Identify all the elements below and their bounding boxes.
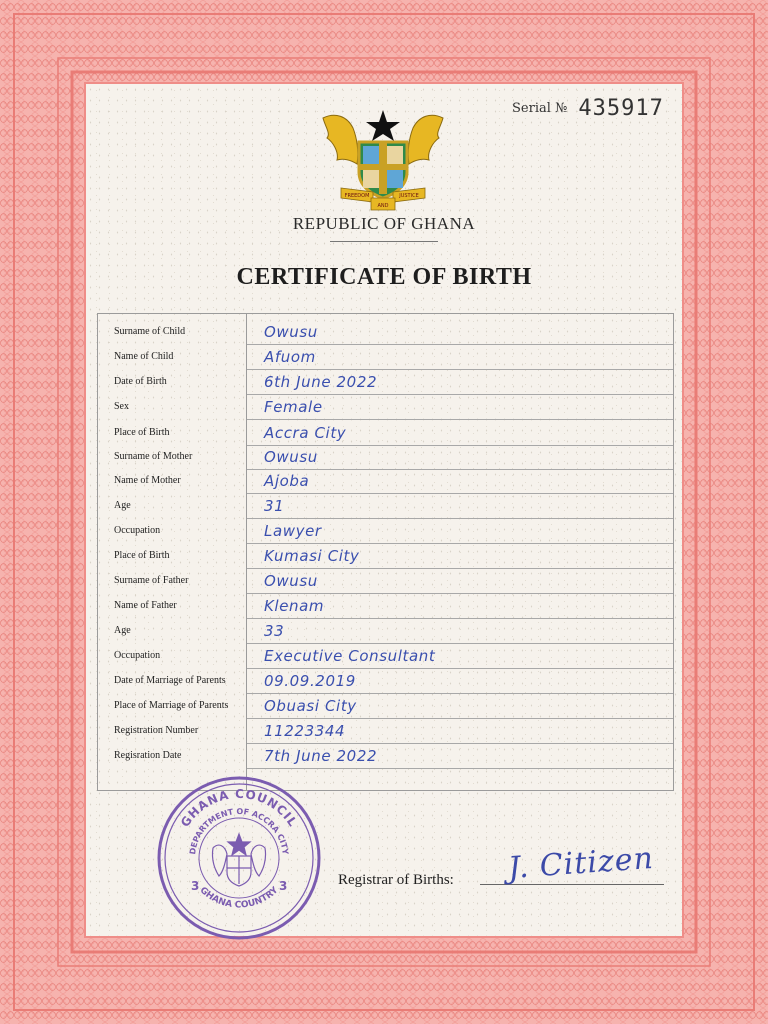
table-row: [98, 370, 673, 395]
motto-middle: AND: [377, 203, 389, 209]
table-row: [98, 469, 673, 494]
certificate-title: CERTIFICATE OF BIRTH: [236, 264, 532, 290]
row-value: Executive Consultant: [264, 647, 436, 665]
row-label: Age: [114, 625, 131, 636]
table-row: [98, 395, 673, 420]
registrar-signature: J. Citizen: [506, 840, 655, 887]
official-seal-stamp: [153, 772, 325, 944]
serial-label: Serial №: [512, 101, 568, 116]
row-label: Date of Birth: [114, 376, 167, 387]
row-value: Lawyer: [264, 522, 322, 540]
row-value: 7th June 2022: [264, 747, 378, 765]
table-row: [98, 594, 673, 619]
row-value: Klenam: [264, 597, 325, 615]
table-row: [98, 421, 673, 446]
seal-emblem-icon: [212, 834, 265, 886]
row-label: Registration Number: [114, 725, 199, 736]
table-row: [98, 619, 673, 644]
table-row: [98, 445, 673, 470]
row-value: 31: [264, 497, 285, 515]
heading-divider: [330, 241, 438, 242]
table-row: [98, 719, 673, 744]
row-value: Obuasi City: [264, 697, 357, 715]
row-label: Surname of Mother: [114, 451, 193, 462]
row-value: Owusu: [264, 323, 318, 341]
row-label: Place of Birth: [114, 550, 170, 561]
row-value: 09.09.2019: [264, 672, 356, 690]
seal-top-text: GHANA COUNCIL: [177, 786, 301, 830]
ghana-coat-of-arms-icon: [317, 102, 449, 214]
registration-details-table: [97, 313, 674, 791]
row-value: Female: [264, 398, 323, 416]
row-label: Occupation: [114, 525, 161, 536]
row-label: Age: [114, 500, 131, 511]
row-label: Name of Child: [114, 351, 174, 362]
row-value: Accra City: [264, 424, 347, 442]
seal-right-number: 3: [279, 879, 288, 893]
seal-left-number: 3: [191, 879, 200, 893]
serial-number: [512, 96, 664, 121]
table-row: [98, 494, 673, 519]
row-value: 6th June 2022: [264, 373, 378, 391]
serial-value: 435917: [578, 96, 664, 121]
table-row: [98, 669, 673, 694]
row-value: Owusu: [264, 448, 318, 466]
table-row: [98, 644, 673, 669]
table-row: [98, 544, 673, 569]
table-row: [98, 694, 673, 719]
table-row: [98, 569, 673, 594]
motto-left: FREEDOM: [344, 193, 370, 199]
signature-line: [480, 884, 664, 885]
motto-right: JUSTICE: [399, 193, 419, 199]
table-row: [98, 320, 673, 345]
row-label: Place of Birth: [114, 427, 170, 438]
row-value: Afuom: [264, 348, 316, 366]
row-value: Kumasi City: [264, 547, 360, 565]
row-label: Regisration Date: [114, 750, 182, 761]
table-row: [98, 345, 673, 370]
row-value: 33: [264, 622, 285, 640]
row-value: Owusu: [264, 572, 318, 590]
row-value: 11223344: [264, 722, 346, 740]
table-row: [98, 519, 673, 544]
row-label: Surname of Child: [114, 326, 186, 337]
row-label: Occupation: [114, 650, 161, 661]
registrar-label: Registrar of Births:: [338, 872, 454, 888]
row-value: Ajoba: [264, 472, 310, 490]
row-label: Name of Father: [114, 600, 177, 611]
row-label: Name of Mother: [114, 475, 181, 486]
row-label: Sex: [114, 401, 129, 412]
table-row: [98, 744, 673, 769]
row-label: Surname of Father: [114, 575, 189, 586]
seal-bottom-text: GHANA COUNTRY: [197, 885, 281, 911]
row-label: Place of Marriage of Parents: [114, 700, 229, 711]
row-label: Date of Marriage of Parents: [114, 675, 226, 686]
seal-inner-text: DEPARTMENT OF ACCRA CITY: [188, 806, 290, 856]
country-heading: REPUBLIC OF GHANA: [292, 214, 476, 233]
